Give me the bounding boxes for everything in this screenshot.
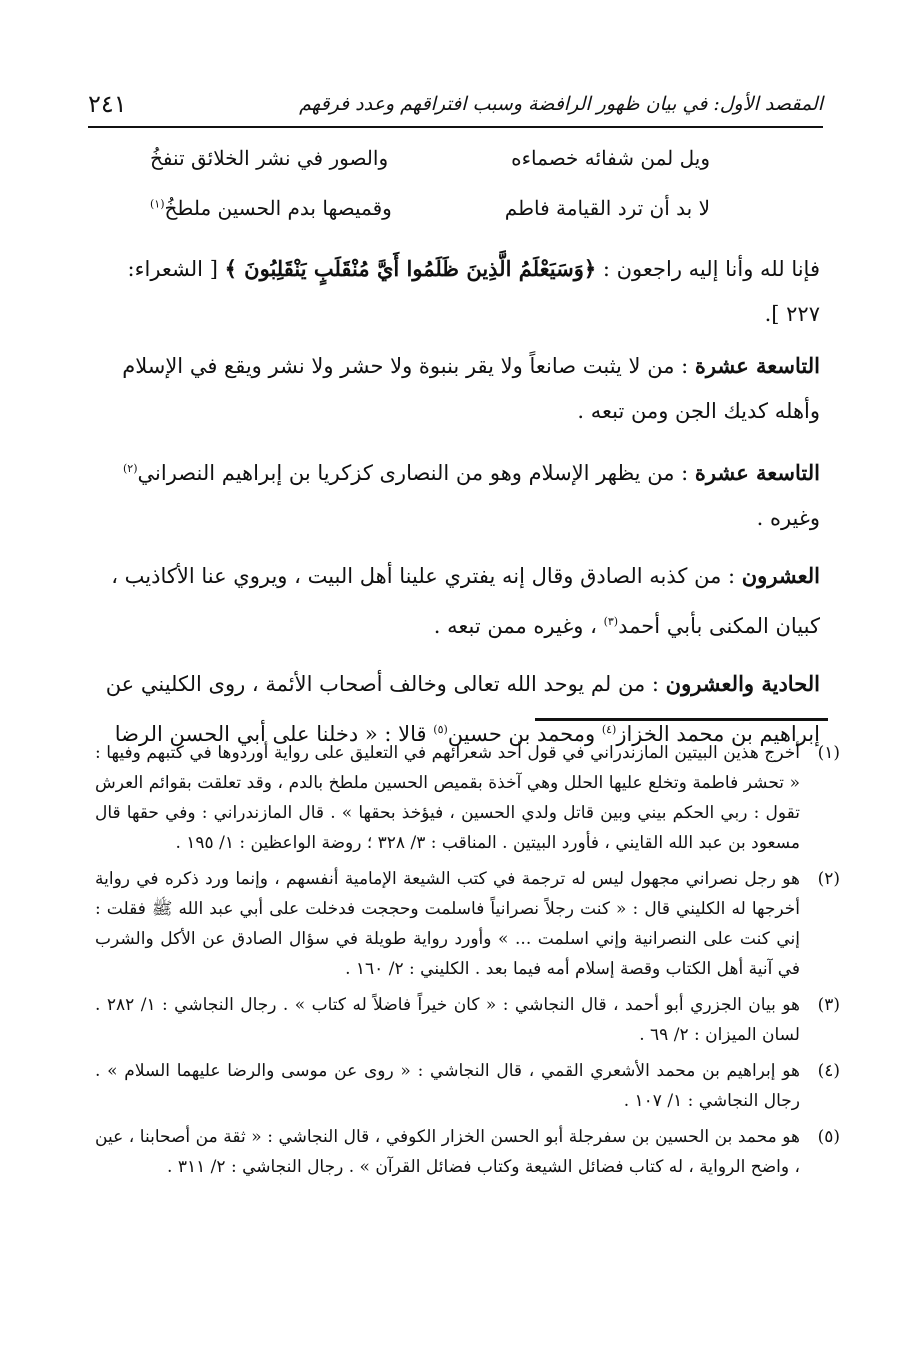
quran-citation: [ الشعراء: ٢٢٧ ]. [127, 257, 820, 326]
footnote [95, 1056, 840, 1116]
footnote [95, 738, 840, 858]
footnote [95, 990, 840, 1050]
footnote-text: هو بيان الجزري أبو أحمد ، قال النجاشي : « كان خيراً فاضلاً له كتاب » . رجال النجاشي : ١/ ٢٨٢ . لسان الميزان : ٢/ ٦٩ . [95, 995, 800, 1045]
footnote [95, 864, 840, 984]
footnote-text: هو رجل نصراني مجهول ليس له ترجمة في كتب الشيعة الإمامية أنفسهم ، وإنما ورد ذكره في رواية أخرجها له الكليني قال : « كنت رجلاً نصرانياً فاسلمت وحججت فدخلت على أبي عبد الله ﷺ فقلت : إني كنت على النصرانية وإني اسلمت ... » وأورد رواية طويلة في سؤال الصادق عن الأكل والشرب في آنية أهل الكتاب وقصة إسلام أمه فيما بعد . الكليني : ٢/ ١٦٠ . [95, 869, 800, 979]
footnote-text: أخرج هذين البيتين المازندراني في قول أحد شعرائهم في التعليق على رواية أوردوها في كتبهم وفيها : « تحشر فاطمة وتخلع عليها الحلل وهي آخذة بقميص الحسين ملطخ بالدم ، وقد تعلقت بقوائم العرش تقول : ربي الحكم بيني وبين قاتل ولدي الحسين ، فيؤخذ بحقها » . قال المازندراني : وفي حقها قال مسعود بن عبد الله القايني ، فأورد البيتين . المناقب : ٣/ ٣٢٨ ؛ روضة الواعظين : ١/ ١٩٥ . [95, 743, 800, 853]
paragraph-tail: ، وغيره ممن تبعه . [433, 614, 604, 638]
paragraph-text: فإنا لله وأنا إليه راجعون : [596, 257, 820, 281]
footnotes [95, 738, 840, 1188]
paragraph-text: : من لم يوحد الله تعالى وخالف أصحاب الأئمة ، روى الكليني عن إبراهيم بن محمد الخزاز [105, 672, 820, 746]
paragraph-heading: التاسعة عشرة [694, 460, 820, 485]
quran-verse: ﴿وَسَيَعْلَمُ الَّذِينَ ظَلَمُوا أَيَّ مُنْقَلَبٍ يَنْقَلِبُونَ ﴾ [224, 256, 597, 281]
footnote-number: (٤) [817, 1061, 840, 1081]
paragraph-heading: الحادية والعشرون [665, 671, 820, 696]
footnote-number: (٣) [817, 995, 840, 1015]
footnote-text: هو إبراهيم بن محمد الأشعري القمي ، قال النجاشي : « روى عن موسى والرضا عليهما السلام » . رجال النجاشي : ١/ ١٠٧ . [95, 1061, 800, 1111]
footnote-number: (١) [817, 743, 840, 763]
footnote-ref: (١) [150, 197, 165, 211]
paragraph-text: : من لا يثبت صانعاً ولا يقر بنبوة ولا حشر ولا نشر ويقع في الإسلام وأهله كديك الجن ومن تبعه . [122, 354, 820, 423]
header-rule [88, 126, 823, 128]
footnote-text: هو محمد بن الحسين بن سفرجلة أبو الحسن الخزار الكوفي ، قال النجاشي : « ثقة من أصحابنا ، عين ، واضح الرواية ، له كتاب فضائل الشيعة وكتاب فضائل القرآن » . رجال النجاشي : ٢/ ٣١١ . [95, 1127, 800, 1177]
main-text [95, 246, 820, 757]
footnote-ref: (٥) [433, 723, 448, 736]
footnote-number: (٥) [817, 1127, 840, 1147]
paragraph-text: : من كذبه الصادق وقال إنه يفتري علينا أهل البيت ، ويروي عنا الأكاذيب ، كبيان المكنى بأبي أحمد [111, 564, 820, 638]
footnote-number: (٢) [817, 869, 840, 889]
page-number: ٢٤١ [88, 90, 127, 118]
footnote-ref: (٢) [123, 462, 138, 475]
footnote-rule [535, 718, 828, 721]
paragraph [95, 553, 820, 649]
paragraph-text: ومحمد بن حسين [447, 722, 602, 746]
paragraph-heading: التاسعة عشرة [694, 353, 820, 378]
paragraph-text: : من يظهر الإسلام وهو من النصارى كزكريا بن إبراهيم النصراني [137, 461, 695, 485]
footnote-ref: (٣) [603, 615, 619, 628]
paragraph-tail: قالا : « دخلنا على أبي الحسن الرضا [114, 722, 434, 746]
paragraph [95, 343, 820, 434]
paragraph [95, 446, 820, 541]
running-title: المقصد الأول: في بيان ظهور الرافضة وسبب افتراقهم وعدد فرقهم [299, 93, 823, 115]
verse-second-hemistich [150, 196, 392, 220]
verse-text: وقميصها بدم الحسين ملطخُ [164, 196, 392, 220]
paragraph-heading: العشرون [741, 563, 820, 588]
paragraph-tail: وغيره . [756, 506, 820, 530]
verse-line [150, 196, 710, 220]
verse-line [150, 146, 710, 170]
verse-second-hemistich: والصور في نشر الخلائق تنفخُ [150, 146, 389, 170]
page-header [88, 84, 823, 124]
verse-first-hemistich: لا بد أن ترد القيامة فاطم [504, 196, 710, 220]
footnote [95, 1122, 840, 1182]
verse-first-hemistich: ويل لمن شفائه خصماءه [511, 146, 710, 170]
paragraph [95, 246, 820, 337]
footnote-ref: (٤) [601, 723, 617, 736]
